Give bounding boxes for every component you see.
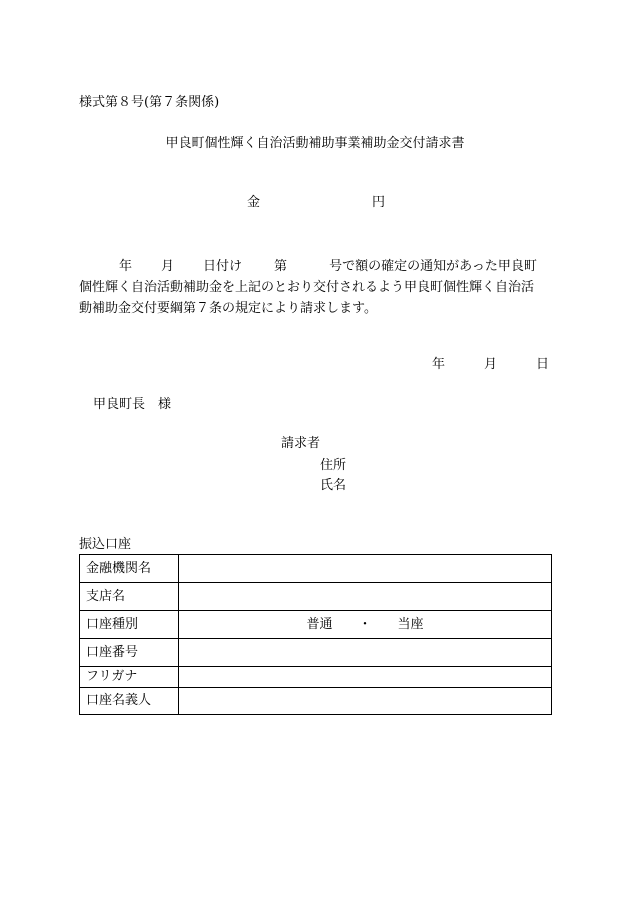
account-type-label: 口座種別 <box>80 611 179 639</box>
bank-caption: 振込口座 <box>79 537 132 552</box>
name-label: 氏名 <box>320 478 347 493</box>
body-line-1-rest: 号で額の確定の通知があった甲良町 <box>329 259 537 274</box>
bank-name-label: 金融機関名 <box>80 555 179 583</box>
bank-account-table <box>79 554 552 715</box>
date-year: 年 <box>432 357 446 372</box>
requester-label: 請求者 <box>281 436 321 451</box>
account-type-field[interactable]: 普通 ・ 当座 <box>179 611 552 639</box>
amount-suffix: 円 <box>372 195 386 210</box>
body-dai: 第 <box>274 259 288 274</box>
amount-prefix: 金 <box>247 195 261 210</box>
account-number-label: 口座番号 <box>80 639 179 667</box>
branch-name-field[interactable] <box>179 583 552 611</box>
table-row <box>80 688 552 715</box>
form-number: 様式第８号(第７条関係) <box>79 95 220 110</box>
body-line-1 <box>79 256 553 277</box>
table-row <box>80 583 552 611</box>
date-day: 日 <box>536 357 550 372</box>
body-month: 月 <box>161 259 175 274</box>
account-holder-label: 口座名義人 <box>80 688 179 715</box>
account-holder-field[interactable] <box>179 688 552 715</box>
request-body <box>79 256 553 319</box>
document-title: 甲良町個性輝く自治活動補助事業補助金交付請求書 <box>165 136 465 151</box>
table-row <box>80 667 552 688</box>
body-dated: 日付け <box>203 259 243 274</box>
furigana-label: フリガナ <box>80 667 179 688</box>
bank-name-field[interactable] <box>179 555 552 583</box>
addressee: 甲良町長 様 <box>93 397 172 412</box>
body-line-3: 動補助金交付要綱第７条の規定により請求します。 <box>79 301 377 316</box>
table-row <box>80 611 552 639</box>
body-year: 年 <box>119 259 133 274</box>
table-row <box>80 639 552 667</box>
address-label: 住所 <box>320 458 347 473</box>
date-line <box>432 357 549 373</box>
branch-name-label: 支店名 <box>80 583 179 611</box>
body-line-2: 個性輝く自治活動補助金を上記のとおり交付されるよう甲良町個性輝く自治活 <box>79 280 535 295</box>
table-row <box>80 555 552 583</box>
date-month: 月 <box>484 357 498 372</box>
furigana-field[interactable] <box>179 667 552 688</box>
account-number-field[interactable] <box>179 639 552 667</box>
